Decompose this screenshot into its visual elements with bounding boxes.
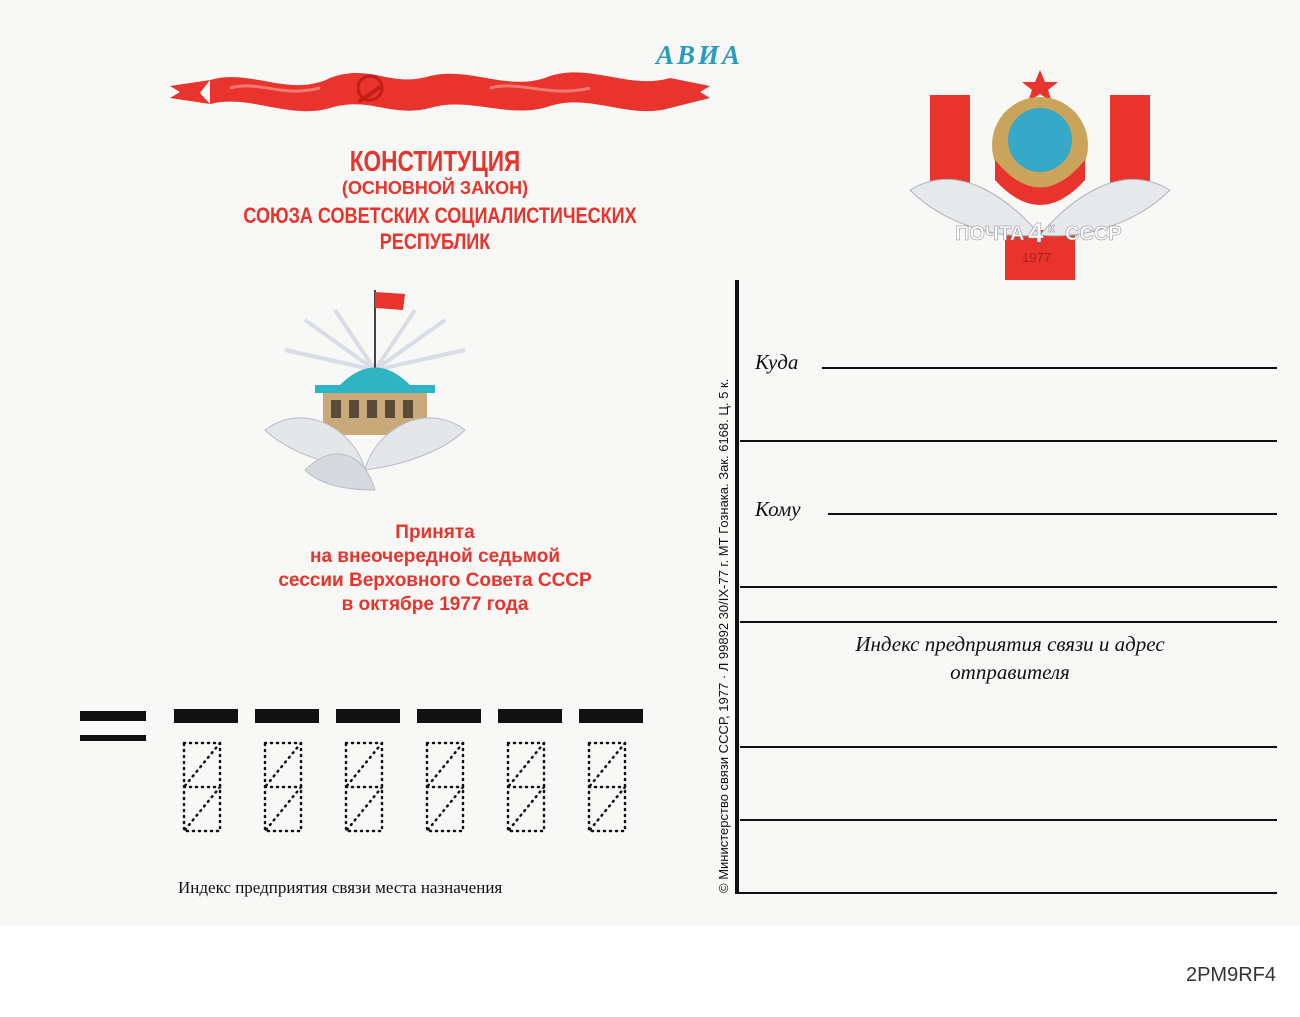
stamp-value: 4 bbox=[1028, 217, 1044, 248]
code-box-bar bbox=[255, 709, 319, 723]
adopted-line-4: в октябре 1977 года bbox=[341, 594, 529, 615]
code-box-bar bbox=[336, 709, 400, 723]
stamp-unit: к bbox=[1048, 220, 1055, 235]
code-box-template bbox=[184, 743, 220, 831]
code-box-template bbox=[508, 743, 544, 831]
bottom-bar bbox=[0, 925, 1300, 1017]
adopted-line-1: Принята bbox=[395, 522, 475, 543]
ribbon-banner-icon bbox=[170, 58, 710, 138]
sender-label bbox=[745, 630, 1275, 686]
stock-id: 2PM9RF4 bbox=[1185, 964, 1276, 986]
to-whom-label: Кому bbox=[755, 497, 801, 521]
publisher-imprint: © Министерство связи СССР, 1977 · Л 99892 30/IX-77 г. МТ Гознака. Зак. 6168. Ц. 5 к. bbox=[716, 378, 731, 893]
address-line-4[interactable] bbox=[740, 586, 1277, 588]
air-mail-label: АВИА bbox=[656, 40, 744, 70]
address-divider bbox=[735, 280, 739, 894]
code-box-bar bbox=[174, 709, 238, 723]
address-line-2[interactable] bbox=[740, 440, 1277, 442]
code-box-template bbox=[346, 743, 382, 831]
code-box-template bbox=[589, 743, 625, 831]
destination-index-label: Индекс предприятия связи места назначения bbox=[178, 878, 503, 897]
sender-label-line-2: отправителя bbox=[950, 660, 1070, 684]
adopted-line-3: сессии Верховного Совета СССР bbox=[278, 570, 592, 591]
code-box-template bbox=[265, 743, 301, 831]
to-where-line[interactable] bbox=[822, 367, 1277, 369]
sender-label-line-1: Индекс предприятия связи и адрес bbox=[855, 632, 1165, 656]
sender-line-2[interactable] bbox=[740, 819, 1277, 821]
kremlin-senate-illustration bbox=[245, 280, 485, 500]
code-box-bar bbox=[498, 709, 562, 723]
stamp-year: 1977 bbox=[1022, 250, 1051, 265]
title-basic-law: (ОСНОВНОЙ ЗАКОН) bbox=[341, 178, 529, 198]
postal-code-boxes bbox=[80, 707, 650, 847]
title-constitution: КОНСТИТУЦИЯ bbox=[349, 146, 521, 178]
to-whom-line[interactable] bbox=[828, 513, 1277, 515]
title-union: СОЮЗА СОВЕТСКИХ СОЦИАЛИСТИЧЕСКИХ bbox=[243, 203, 637, 228]
title-republics: РЕСПУБЛИК bbox=[379, 229, 491, 254]
code-box-bar bbox=[417, 709, 481, 723]
code-box-bar bbox=[579, 709, 643, 723]
adopted-line-2: на внеочередной седьмой bbox=[309, 546, 560, 567]
to-where-label: Куда bbox=[755, 350, 799, 374]
stamp-left-text: ПОЧТА bbox=[955, 223, 1025, 245]
postage-stamp bbox=[900, 40, 1180, 290]
code-box-template bbox=[427, 743, 463, 831]
sender-line-1[interactable] bbox=[740, 746, 1277, 748]
sender-line-3[interactable] bbox=[735, 892, 1277, 894]
sender-divider bbox=[740, 621, 1277, 623]
stamp-right-text: СССР bbox=[1065, 223, 1122, 245]
